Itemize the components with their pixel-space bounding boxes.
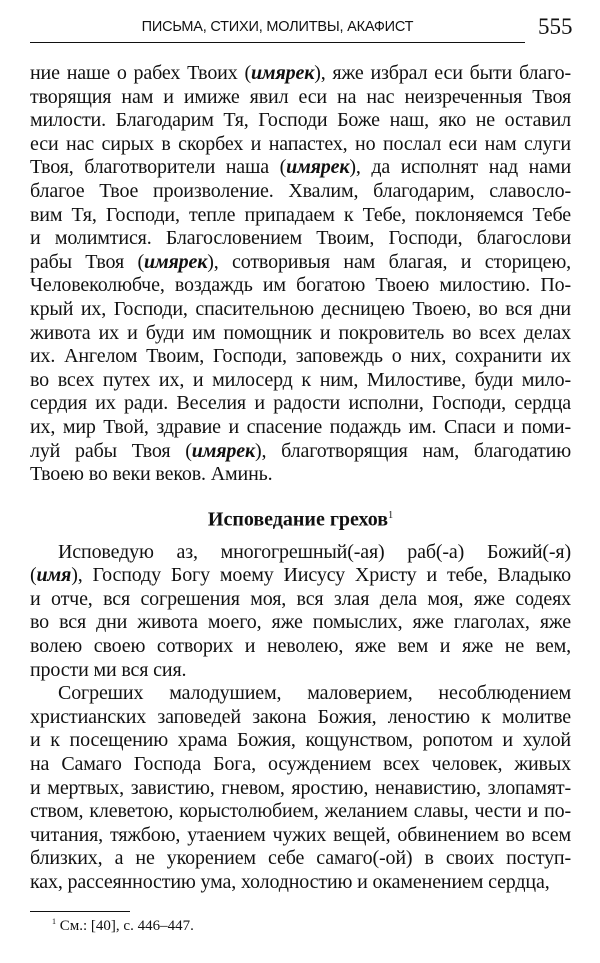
italic-placeholder: имярек: [286, 156, 350, 179]
text-run: Исповедую аз, многогрешный(-ая) раб(-а) Божий(-я): [58, 540, 571, 563]
text-run: ), Господу Богу моему Иисусу Христу и тебе, Владыко: [71, 564, 571, 587]
text-line: [30, 86, 571, 110]
text-line: [30, 416, 571, 440]
text-line: [30, 777, 571, 801]
text-run: и к посещению храма Божия, кощунством, ропотом и хулой: [30, 729, 571, 752]
text-line: [30, 392, 571, 416]
italic-placeholder: имя: [36, 564, 72, 587]
text-line: [30, 824, 571, 848]
text-run: крый их, Господи, спасительною десницею Твоею, во вся дни: [30, 297, 571, 320]
page-body: [30, 62, 571, 895]
text-line: [30, 871, 571, 895]
footnote-reference[interactable]: 1: [388, 509, 394, 521]
text-line: [30, 847, 571, 871]
text-run: ), да исполнят над нами: [349, 156, 571, 179]
text-line: [30, 729, 571, 753]
text-line: [30, 227, 571, 251]
section-title: Исповедание грехов: [207, 508, 389, 531]
paragraph-confession-sins: [30, 682, 571, 894]
text-line: [30, 440, 571, 464]
text-line: [30, 611, 571, 635]
paragraph-prayer-end: [30, 62, 571, 487]
footnote-divider: [30, 911, 130, 912]
text-line: [30, 369, 571, 393]
text-run: творящия нам и имиже явил еси на нас неизреченныя Твоя: [30, 85, 571, 108]
italic-placeholder: имярек: [144, 250, 208, 273]
page-number: 555: [538, 14, 573, 39]
text-line: [30, 274, 571, 298]
text-line: [30, 564, 571, 588]
text-line: [30, 345, 571, 369]
text-line: [30, 156, 571, 180]
text-run: ством, клеветою, корыстолюбием, желанием славы, чести и по-: [30, 800, 571, 823]
running-header: [30, 16, 525, 43]
text-line: [30, 682, 571, 706]
text-line: [30, 588, 571, 612]
text-run: сердия их ради. Веселия и радости исполни, Господи, сердца: [30, 392, 571, 415]
text-run: читания, тяжбою, утаением чужих вещей, обвинением во всем: [30, 823, 571, 846]
text-run: ках, рассеянностию ума, холодностию и окаменением сердца,: [30, 871, 550, 893]
text-line: [30, 753, 571, 777]
text-run: их, мир Твой, здравие и спасение подаждь им. Спаси и поми-: [30, 415, 571, 438]
text-run: Твоя, благотворители наша (: [30, 156, 287, 179]
text-run: их. Ангелом Твоим, Господи, заповеждь о них, сохранити их: [30, 345, 571, 368]
text-run: на Самаго Господа Бога, осуждением всех человек, живых: [30, 753, 571, 776]
text-run: вим Тя, Господи, тепле припадаем к Тебе, поклоняемся Тебе: [30, 203, 571, 226]
paragraph-confession-intro: [30, 541, 571, 683]
text-run: во всех путех их, и милосерд к ним, Милостиве, буди мило-: [30, 368, 571, 391]
text-run: ), благотворящия нам, благодатию: [254, 439, 571, 462]
text-run: ), сотворивыя нам благая, и сторицею,: [207, 250, 571, 273]
text-run: рабы Твоя (: [30, 250, 144, 273]
text-run: еси нас сирых в скорбех и напастех, но послал еси нам слуги: [30, 132, 571, 155]
text-run: во вся дни живота моего, яже помыслих, яже глаголах, яже: [30, 611, 571, 634]
italic-placeholder: имярек: [191, 439, 255, 462]
text-run: (: [30, 564, 37, 587]
text-run: прости ми вся сия.: [30, 658, 187, 681]
text-run: луй рабы Твоя (: [30, 439, 192, 462]
text-line: [30, 659, 571, 683]
text-line: [30, 180, 571, 204]
text-run: живота их и буди им помощник и покровитель во всех делах: [30, 321, 571, 344]
running-header-title: ПИСЬМА, СТИХИ, МОЛИТВЫ, АКАФИСТ: [141, 19, 414, 35]
text-line: [30, 463, 571, 487]
footnote-mark: 1: [52, 917, 56, 926]
text-run: и отче, вся согрешения моя, вся злая дела моя, яже содеях: [30, 587, 571, 610]
text-run: и молимтися. Благословением Твоим, Господи, благослови: [30, 227, 571, 250]
text-run: Твоею во веки веков. Аминь.: [30, 463, 273, 486]
text-line: [30, 706, 571, 730]
text-run: Человеколюбче, воздаждь им богатою Твоею милостию. По-: [30, 274, 571, 297]
text-run: волею своею сотворих и неволею, яже вем и яже не вем,: [30, 635, 571, 658]
text-run: христианских заповедей закона Божия, леностию к молитве: [30, 705, 571, 728]
text-line: [30, 109, 571, 133]
footnote-text: См.: [40], с. 446–447.: [56, 918, 194, 934]
text-line: [30, 298, 571, 322]
text-line: [30, 251, 571, 275]
text-run: ), яже избрал еси быти благо-: [314, 62, 571, 84]
text-run: близких, а не укорением себе самаго(-ой) в своих поступ-: [30, 847, 571, 870]
section-heading: [30, 491, 571, 541]
text-line: [30, 635, 571, 659]
text-line: [30, 204, 571, 228]
text-line: [30, 800, 571, 824]
text-line: [30, 133, 571, 157]
text-run: милости. Благодарим Тя, Господи Боже наш, яко не оставил: [30, 109, 571, 132]
footnote: [52, 917, 194, 935]
text-run: ние наше о рабех Твоих (: [30, 62, 251, 84]
text-run: Согреших малодушием, маловерием, несоблюдением: [58, 682, 571, 705]
text-line: [30, 322, 571, 346]
text-line: [30, 541, 571, 565]
text-line: [30, 62, 571, 86]
text-run: благое Твое произволение. Хвалим, благодарим, славосло-: [30, 179, 571, 202]
italic-placeholder: имярек: [250, 62, 315, 84]
text-run: и мертвых, завистию, гневом, яростию, ненавистию, злопамят-: [30, 776, 571, 799]
